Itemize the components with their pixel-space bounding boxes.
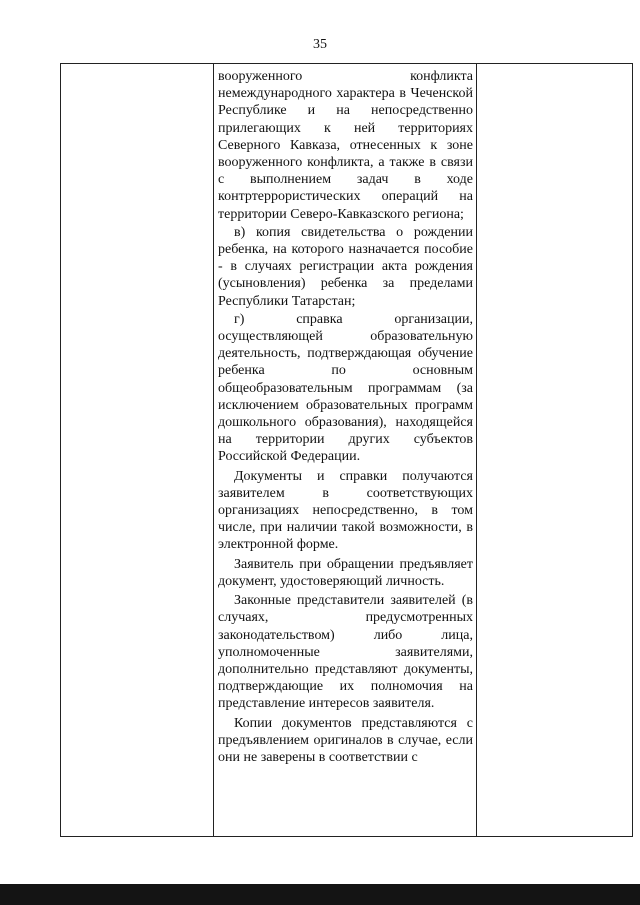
document-table bbox=[60, 63, 633, 837]
table-cell-right bbox=[477, 64, 633, 837]
scan-bottom-edge bbox=[0, 884, 640, 905]
table-row bbox=[61, 64, 633, 837]
paragraph-representatives: Законные представители заявителей (в случаях, предусмотренных законодательством) либо лица, уполномоченные заявителями, дополнительно представляют документы, подтверждающие их полномочия на представление интересов заявителя. bbox=[218, 593, 473, 712]
table-cell-left bbox=[61, 64, 214, 837]
paragraph-item-g: г) справка организации, осуществляющей образовательную деятельность, подтверждающая обучение ребенка по основным общеобразовательным программам (за исключением образовательных программ дошкольного образования), находящейся на территории других субъектов Российской Федерации. bbox=[218, 311, 473, 465]
paragraph-continuation: вооруженного конфликта немеждународного характера в Чеченской Республике и на непосредственно прилегающих к ней территориях Северного Кавказа, отнесенных к зоне вооруженного конфликта, а также в связи с выполнением задач в ходе контртеррористических операций на территории Северо-Кавказского региона; bbox=[218, 69, 473, 222]
paragraph-documents: Документы и справки получаются заявителем в соответствующих организациях непосредственно, в том числе, при наличии такой возможности, в электронной форме. bbox=[218, 468, 473, 553]
paragraph-applicant-id: Заявитель при обращении предъявляет документ, удостоверяющий личность. bbox=[218, 556, 473, 589]
cell-text-block bbox=[214, 64, 476, 766]
page-number: 35 bbox=[313, 37, 327, 52]
paragraph-item-v: в) копия свидетельства о рождении ребенка, на которого назначается пособие - в случаях регистрации акта рождения (усыновления) ребенка за пределами Республики Татарстан; bbox=[218, 224, 473, 309]
paragraph-copies: Копии документов представляются с предъявлением оригиналов в случае, если они не заверены в соответствии с bbox=[218, 715, 473, 765]
table-cell-middle bbox=[214, 64, 477, 837]
